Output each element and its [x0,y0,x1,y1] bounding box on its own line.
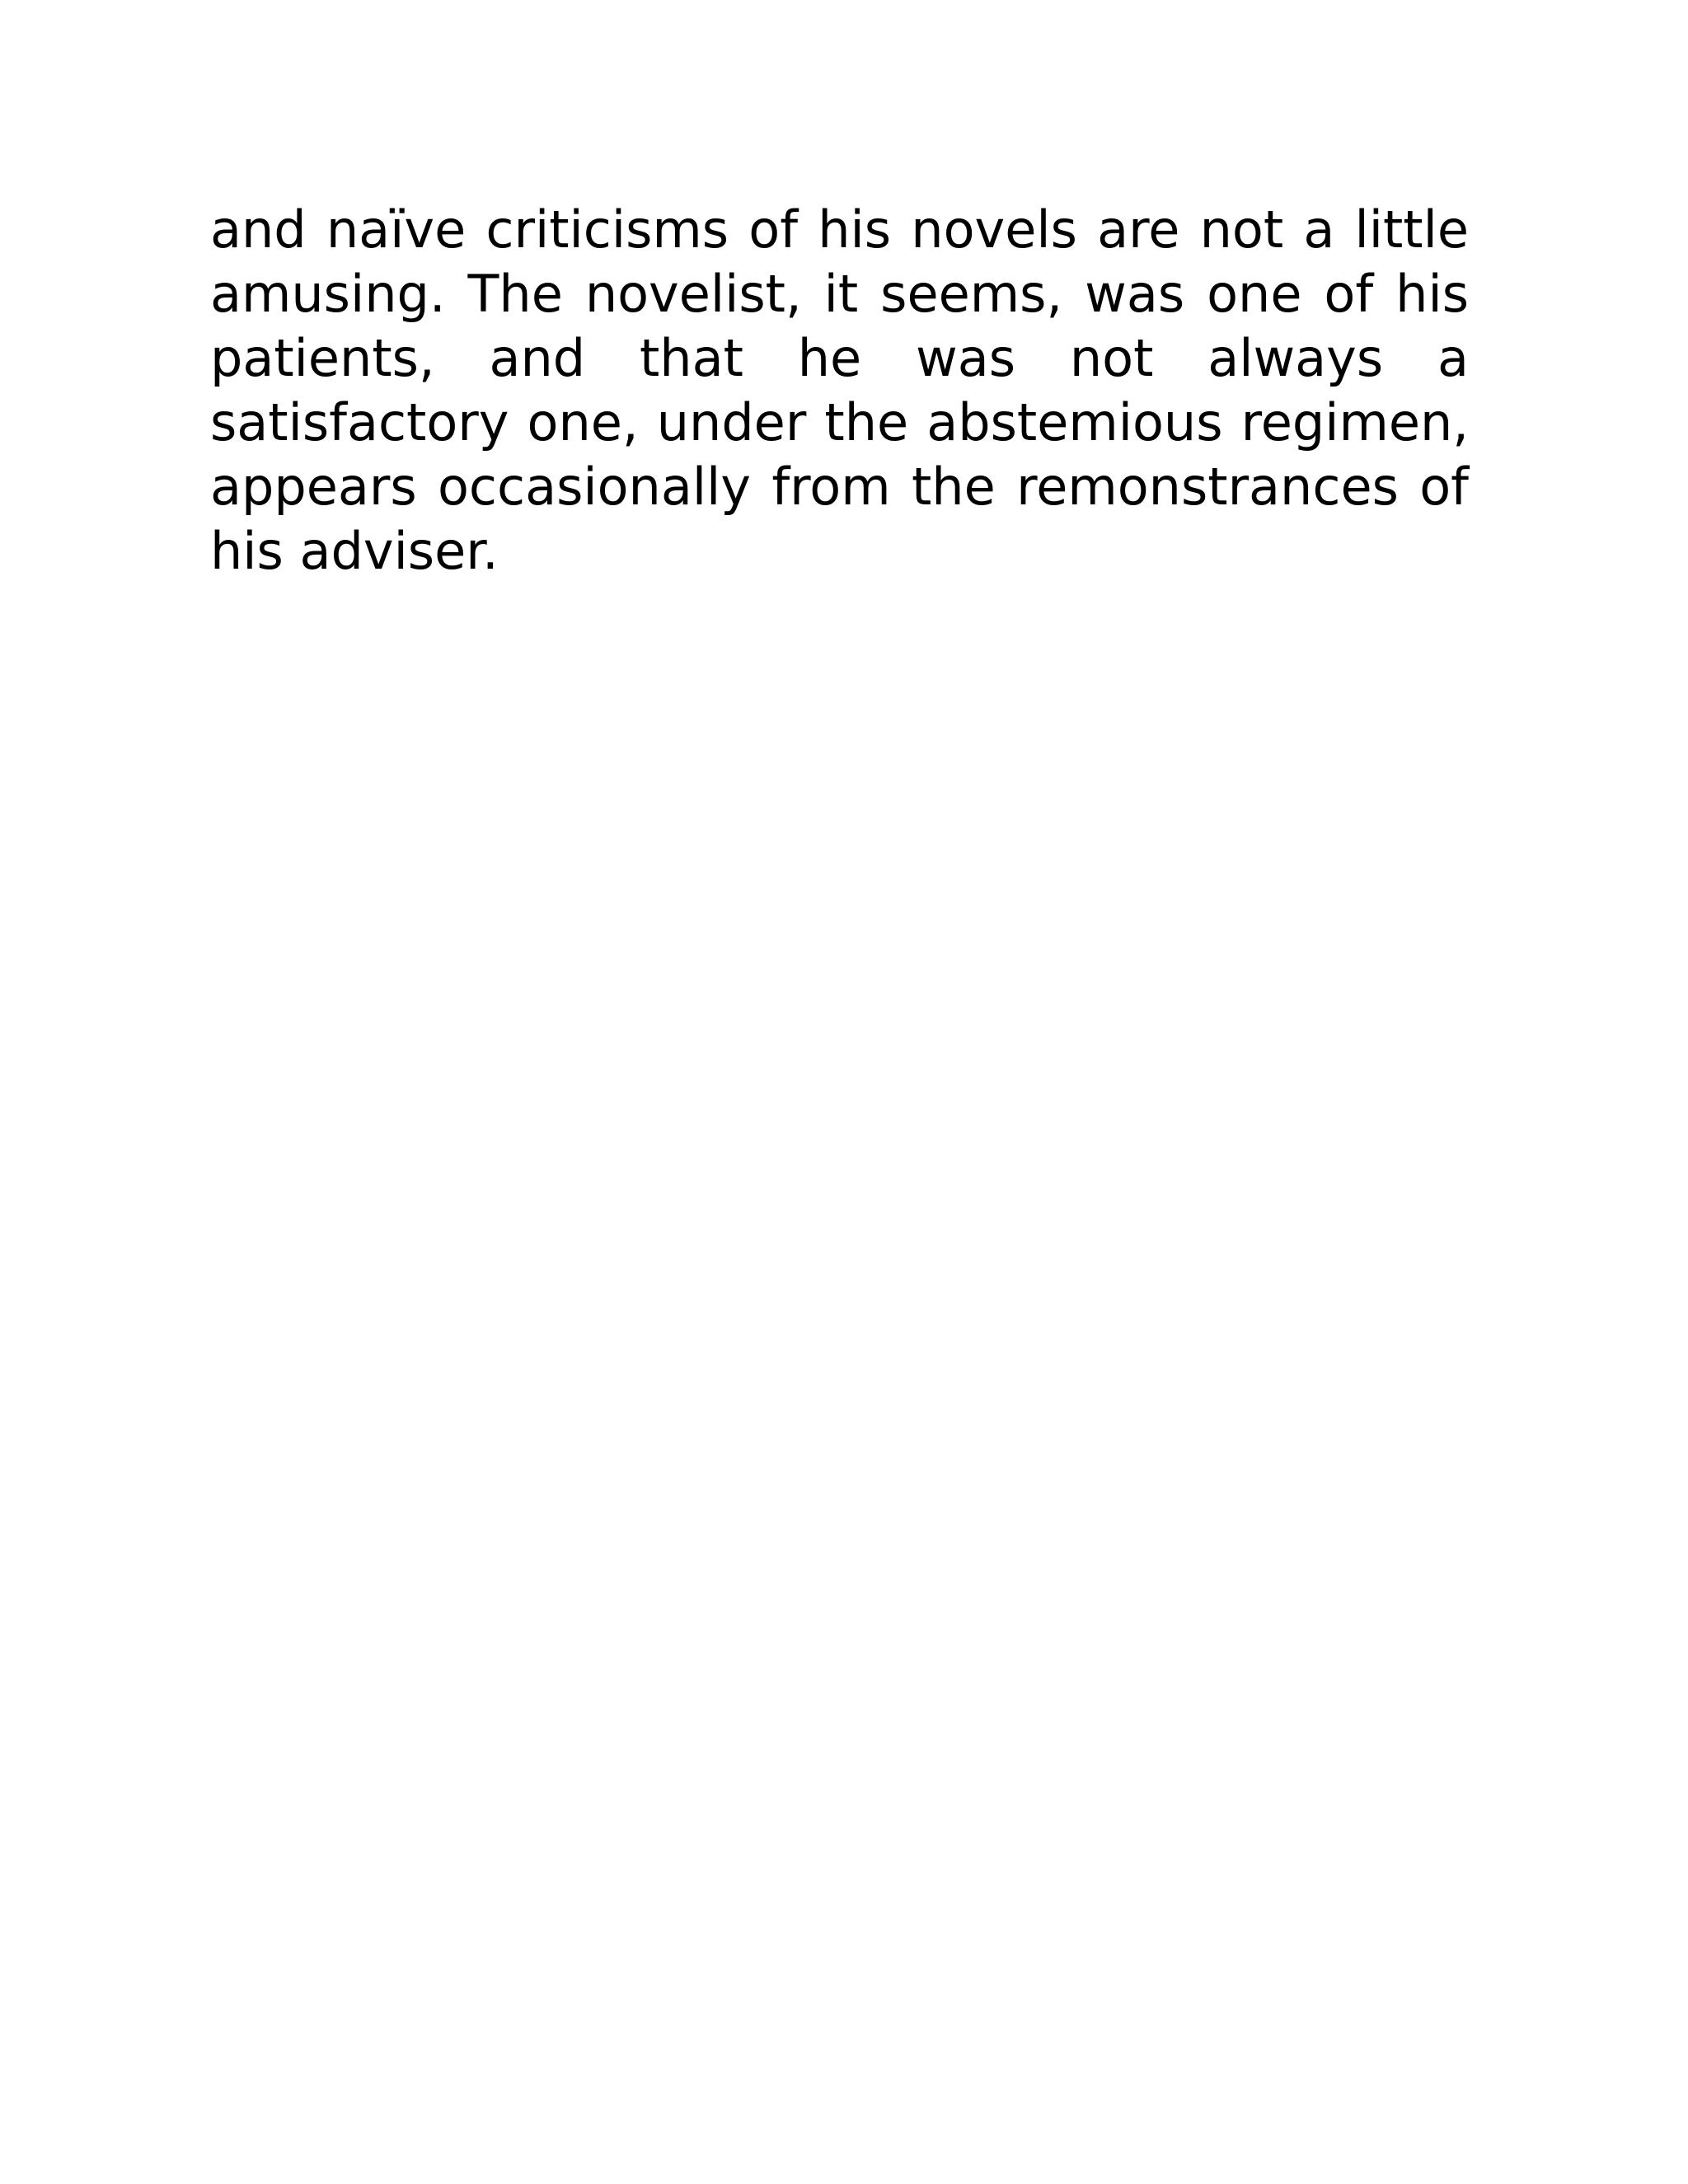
body-paragraph: and naïve criticisms of his novels are not a little amusing. The novelist, it seems, was one of his patients, and that he was not always a satisfactory one, under the abstemious regimen, appears occasionally from the remonstrances of his adviser. [210,199,1469,581]
